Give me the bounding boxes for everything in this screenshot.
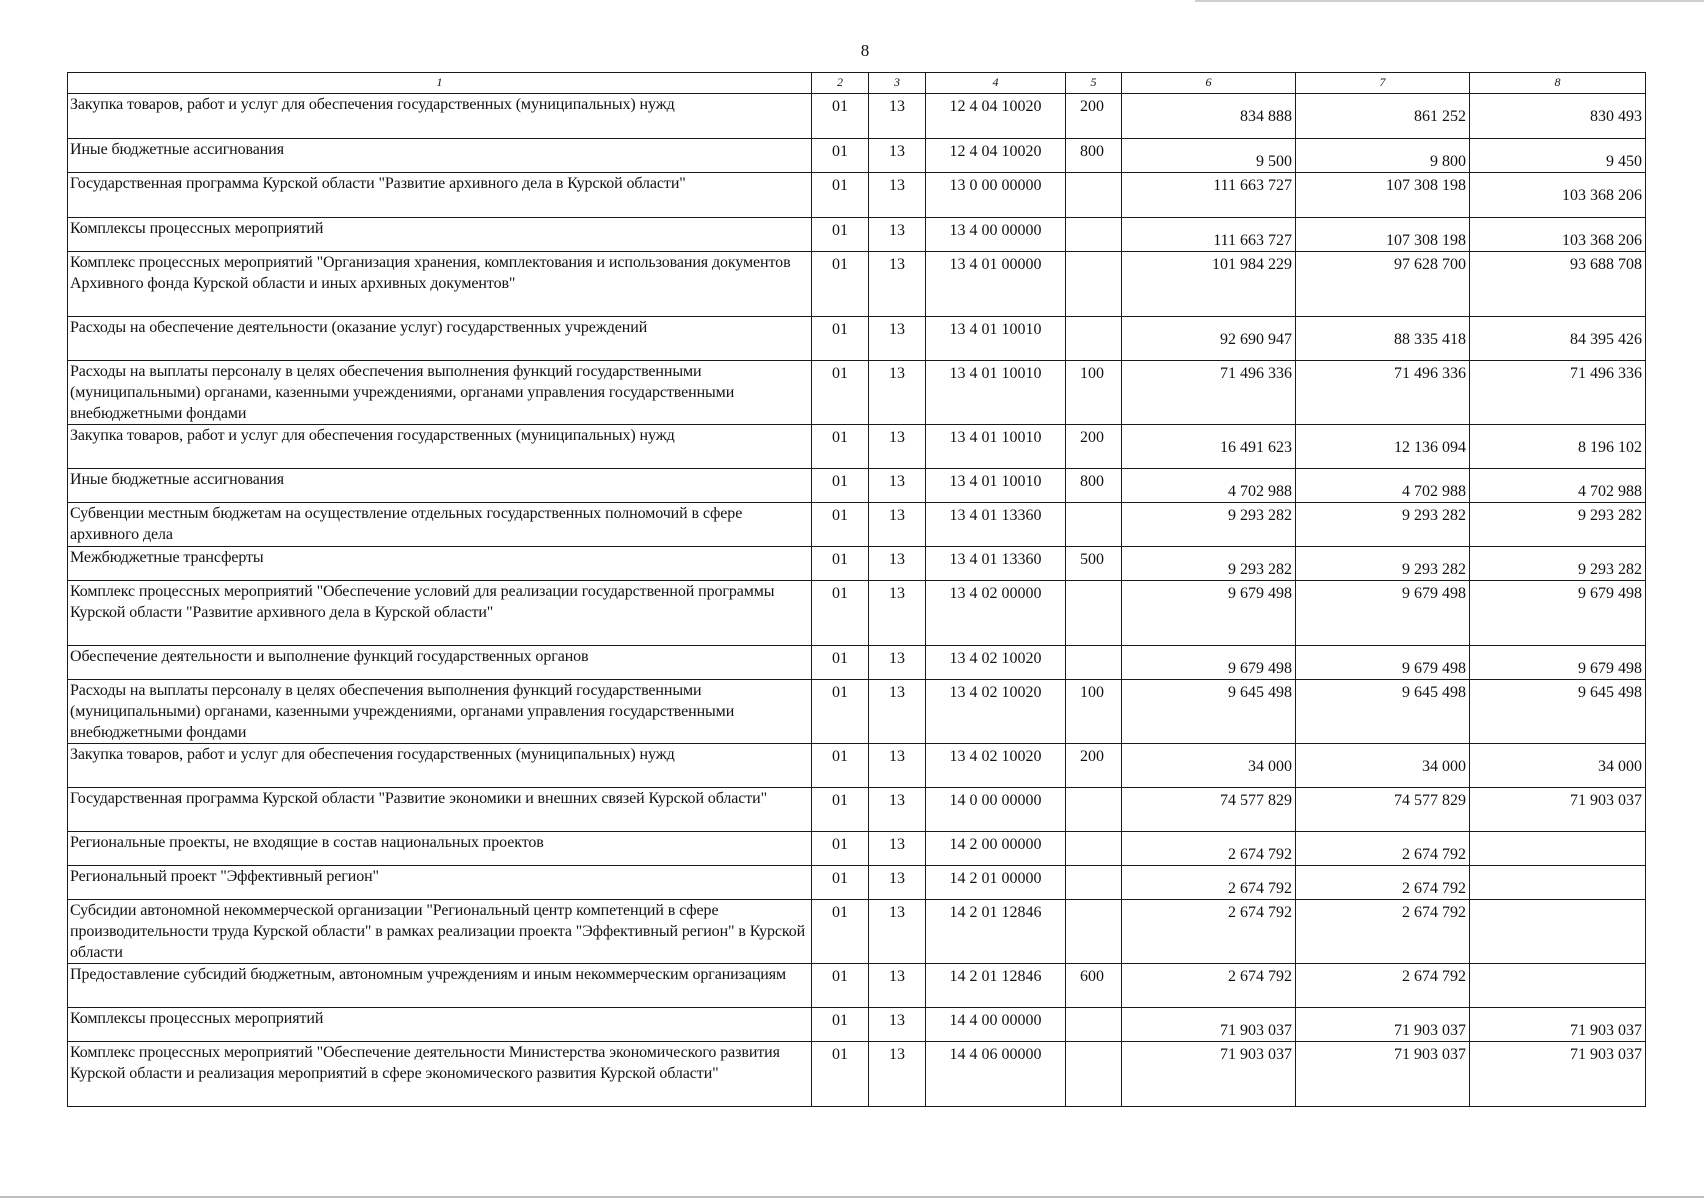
target-article-cell: 14 4 06 00000 bbox=[926, 1042, 1066, 1107]
scan-edge-bottom bbox=[0, 1196, 1704, 1198]
amount-col8-cell: 71 496 336 bbox=[1470, 361, 1646, 425]
table-row bbox=[68, 680, 1646, 744]
row-name-cell: Комплекс процессных мероприятий "Организация хранения, комплектования и использования документов Архивного фонда Курской области и иных архивных документов" bbox=[68, 252, 812, 317]
section-code-cell: 01 bbox=[812, 94, 869, 139]
column-header: 3 bbox=[869, 73, 926, 94]
row-name-cell: Расходы на обеспечение деятельности (оказание услуг) государственных учреждений bbox=[68, 317, 812, 361]
scan-edge-top bbox=[1195, 0, 1704, 2]
table-row bbox=[68, 469, 1646, 503]
subsection-code-cell: 13 bbox=[869, 218, 926, 252]
subsection-code-cell: 13 bbox=[869, 581, 926, 646]
expense-type-cell bbox=[1066, 218, 1122, 252]
table-row bbox=[68, 581, 1646, 646]
column-header: 6 bbox=[1122, 73, 1296, 94]
amount-col8-cell: 71 903 037 bbox=[1470, 1008, 1646, 1042]
amount-col7-cell: 4 702 988 bbox=[1296, 469, 1470, 503]
row-name-cell: Межбюджетные трансферты bbox=[68, 547, 812, 581]
subsection-code-cell: 13 bbox=[869, 866, 926, 900]
amount-col6-cell: 71 496 336 bbox=[1122, 361, 1296, 425]
expense-type-cell: 800 bbox=[1066, 469, 1122, 503]
expense-type-cell bbox=[1066, 317, 1122, 361]
table-row bbox=[68, 964, 1646, 1008]
amount-col8-cell bbox=[1470, 866, 1646, 900]
row-name-cell: Комплекс процессных мероприятий "Обеспечение условий для реализации государственной программы Курской области "Развитие архивного дела в Курской области" bbox=[68, 581, 812, 646]
table-row bbox=[68, 900, 1646, 964]
section-code-cell: 01 bbox=[812, 1008, 869, 1042]
section-code-cell: 01 bbox=[812, 964, 869, 1008]
subsection-code-cell: 13 bbox=[869, 788, 926, 832]
amount-col6-cell: 4 702 988 bbox=[1122, 469, 1296, 503]
budget-table bbox=[67, 72, 1646, 1107]
page-number: 8 bbox=[860, 41, 870, 60]
amount-col8-cell: 830 493 bbox=[1470, 94, 1646, 139]
amount-col7-cell: 71 903 037 bbox=[1296, 1042, 1470, 1107]
table-row bbox=[68, 425, 1646, 469]
table-row bbox=[68, 252, 1646, 317]
expense-type-cell: 200 bbox=[1066, 94, 1122, 139]
section-code-cell: 01 bbox=[812, 469, 869, 503]
target-article-cell: 14 2 01 12846 bbox=[926, 900, 1066, 964]
amount-col8-cell: 103 368 206 bbox=[1470, 218, 1646, 252]
amount-col8-cell: 71 903 037 bbox=[1470, 1042, 1646, 1107]
amount-col7-cell: 2 674 792 bbox=[1296, 866, 1470, 900]
target-article-cell: 13 4 01 10010 bbox=[926, 317, 1066, 361]
row-name-cell: Государственная программа Курской области "Развитие архивного дела в Курской области" bbox=[68, 173, 812, 218]
amount-col7-cell: 74 577 829 bbox=[1296, 788, 1470, 832]
subsection-code-cell: 13 bbox=[869, 547, 926, 581]
amount-col6-cell: 834 888 bbox=[1122, 94, 1296, 139]
expense-type-cell: 100 bbox=[1066, 680, 1122, 744]
amount-col6-cell: 101 984 229 bbox=[1122, 252, 1296, 317]
amount-col8-cell: 8 196 102 bbox=[1470, 425, 1646, 469]
row-name-cell: Расходы на выплаты персоналу в целях обеспечения выполнения функций государственными (муниципальными) органами, казенными учреждениями, органами управления государственными внебюджетными фондами bbox=[68, 361, 812, 425]
section-code-cell: 01 bbox=[812, 832, 869, 866]
subsection-code-cell: 13 bbox=[869, 744, 926, 788]
expense-type-cell: 600 bbox=[1066, 964, 1122, 1008]
amount-col6-cell: 2 674 792 bbox=[1122, 900, 1296, 964]
target-article-cell: 13 4 01 13360 bbox=[926, 503, 1066, 547]
amount-col7-cell: 9 800 bbox=[1296, 139, 1470, 173]
amount-col7-cell: 107 308 198 bbox=[1296, 173, 1470, 218]
row-name-cell: Закупка товаров, работ и услуг для обеспечения государственных (муниципальных) нужд bbox=[68, 94, 812, 139]
section-code-cell: 01 bbox=[812, 425, 869, 469]
amount-col6-cell: 2 674 792 bbox=[1122, 866, 1296, 900]
target-article-cell: 13 4 02 10020 bbox=[926, 646, 1066, 680]
row-name-cell: Предоставление субсидий бюджетным, автономным учреждениям и иным некоммерческим организациям bbox=[68, 964, 812, 1008]
subsection-code-cell: 13 bbox=[869, 469, 926, 503]
amount-col8-cell: 93 688 708 bbox=[1470, 252, 1646, 317]
row-name-cell: Иные бюджетные ассигнования bbox=[68, 469, 812, 503]
amount-col7-cell: 71 903 037 bbox=[1296, 1008, 1470, 1042]
table-row bbox=[68, 1042, 1646, 1107]
target-article-cell: 13 4 01 00000 bbox=[926, 252, 1066, 317]
subsection-code-cell: 13 bbox=[869, 832, 926, 866]
amount-col7-cell: 12 136 094 bbox=[1296, 425, 1470, 469]
amount-col7-cell: 34 000 bbox=[1296, 744, 1470, 788]
expense-type-cell bbox=[1066, 900, 1122, 964]
amount-col7-cell: 9 293 282 bbox=[1296, 547, 1470, 581]
section-code-cell: 01 bbox=[812, 788, 869, 832]
amount-col6-cell: 9 679 498 bbox=[1122, 581, 1296, 646]
amount-col8-cell: 4 702 988 bbox=[1470, 469, 1646, 503]
amount-col7-cell: 2 674 792 bbox=[1296, 900, 1470, 964]
expense-type-cell bbox=[1066, 646, 1122, 680]
amount-col6-cell: 16 491 623 bbox=[1122, 425, 1296, 469]
amount-col7-cell: 2 674 792 bbox=[1296, 964, 1470, 1008]
row-name-cell: Расходы на выплаты персоналу в целях обеспечения выполнения функций государственными (муниципальными) органами, казенными учреждениями, органами управления государственными внебюджетными фондами bbox=[68, 680, 812, 744]
section-code-cell: 01 bbox=[812, 1042, 869, 1107]
column-header: 2 bbox=[812, 73, 869, 94]
expense-type-cell bbox=[1066, 173, 1122, 218]
expense-type-cell: 800 bbox=[1066, 139, 1122, 173]
amount-col6-cell: 9 645 498 bbox=[1122, 680, 1296, 744]
section-code-cell: 01 bbox=[812, 252, 869, 317]
table-row bbox=[68, 744, 1646, 788]
column-header: 1 bbox=[68, 73, 812, 94]
amount-col8-cell bbox=[1470, 900, 1646, 964]
amount-col7-cell: 107 308 198 bbox=[1296, 218, 1470, 252]
section-code-cell: 01 bbox=[812, 317, 869, 361]
section-code-cell: 01 bbox=[812, 547, 869, 581]
amount-col8-cell bbox=[1470, 832, 1646, 866]
amount-col7-cell: 861 252 bbox=[1296, 94, 1470, 139]
amount-col8-cell: 9 645 498 bbox=[1470, 680, 1646, 744]
subsection-code-cell: 13 bbox=[869, 425, 926, 469]
amount-col8-cell: 9 679 498 bbox=[1470, 581, 1646, 646]
subsection-code-cell: 13 bbox=[869, 94, 926, 139]
subsection-code-cell: 13 bbox=[869, 1008, 926, 1042]
target-article-cell: 12 4 04 10020 bbox=[926, 139, 1066, 173]
target-article-cell: 14 2 00 00000 bbox=[926, 832, 1066, 866]
amount-col7-cell: 2 674 792 bbox=[1296, 832, 1470, 866]
section-code-cell: 01 bbox=[812, 503, 869, 547]
amount-col6-cell: 9 679 498 bbox=[1122, 646, 1296, 680]
subsection-code-cell: 13 bbox=[869, 646, 926, 680]
table-row bbox=[68, 788, 1646, 832]
row-name-cell: Субвенции местным бюджетам на осуществление отдельных государственных полномочий в сфере архивного дела bbox=[68, 503, 812, 547]
target-article-cell: 12 4 04 10020 bbox=[926, 94, 1066, 139]
amount-col6-cell: 9 500 bbox=[1122, 139, 1296, 173]
table-body bbox=[68, 94, 1646, 1107]
section-code-cell: 01 bbox=[812, 139, 869, 173]
expense-type-cell bbox=[1066, 866, 1122, 900]
amount-col8-cell: 34 000 bbox=[1470, 744, 1646, 788]
column-header: 5 bbox=[1066, 73, 1122, 94]
subsection-code-cell: 13 bbox=[869, 173, 926, 218]
amount-col6-cell: 34 000 bbox=[1122, 744, 1296, 788]
row-name-cell: Обеспечение деятельности и выполнение функций государственных органов bbox=[68, 646, 812, 680]
target-article-cell: 13 4 02 00000 bbox=[926, 581, 1066, 646]
amount-col7-cell: 9 645 498 bbox=[1296, 680, 1470, 744]
amount-col6-cell: 111 663 727 bbox=[1122, 218, 1296, 252]
column-header: 8 bbox=[1470, 73, 1646, 94]
amount-col8-cell: 71 903 037 bbox=[1470, 788, 1646, 832]
amount-col6-cell: 2 674 792 bbox=[1122, 964, 1296, 1008]
amount-col6-cell: 71 903 037 bbox=[1122, 1008, 1296, 1042]
subsection-code-cell: 13 bbox=[869, 1042, 926, 1107]
amount-col7-cell: 88 335 418 bbox=[1296, 317, 1470, 361]
target-article-cell: 13 4 01 13360 bbox=[926, 547, 1066, 581]
expense-type-cell bbox=[1066, 1042, 1122, 1107]
target-article-cell: 14 0 00 00000 bbox=[926, 788, 1066, 832]
target-article-cell: 13 4 01 10010 bbox=[926, 469, 1066, 503]
expense-type-cell bbox=[1066, 581, 1122, 646]
column-header: 4 bbox=[926, 73, 1066, 94]
section-code-cell: 01 bbox=[812, 866, 869, 900]
column-header: 7 bbox=[1296, 73, 1470, 94]
section-code-cell: 01 bbox=[812, 361, 869, 425]
expense-type-cell: 200 bbox=[1066, 425, 1122, 469]
expense-type-cell bbox=[1066, 788, 1122, 832]
section-code-cell: 01 bbox=[812, 581, 869, 646]
table-row bbox=[68, 139, 1646, 173]
amount-col6-cell: 92 690 947 bbox=[1122, 317, 1296, 361]
amount-col6-cell: 9 293 282 bbox=[1122, 547, 1296, 581]
expense-type-cell: 200 bbox=[1066, 744, 1122, 788]
target-article-cell: 13 4 01 10010 bbox=[926, 361, 1066, 425]
row-name-cell: Иные бюджетные ассигнования bbox=[68, 139, 812, 173]
section-code-cell: 01 bbox=[812, 900, 869, 964]
target-article-cell: 14 2 01 00000 bbox=[926, 866, 1066, 900]
amount-col6-cell: 9 293 282 bbox=[1122, 503, 1296, 547]
row-name-cell: Закупка товаров, работ и услуг для обеспечения государственных (муниципальных) нужд bbox=[68, 744, 812, 788]
amount-col7-cell: 9 293 282 bbox=[1296, 503, 1470, 547]
row-name-cell: Комплексы процессных мероприятий bbox=[68, 218, 812, 252]
table-row bbox=[68, 94, 1646, 139]
amount-col7-cell: 9 679 498 bbox=[1296, 581, 1470, 646]
header-row bbox=[68, 73, 1646, 94]
target-article-cell: 13 4 00 00000 bbox=[926, 218, 1066, 252]
row-name-cell: Закупка товаров, работ и услуг для обеспечения государственных (муниципальных) нужд bbox=[68, 425, 812, 469]
section-code-cell: 01 bbox=[812, 680, 869, 744]
expense-type-cell bbox=[1066, 832, 1122, 866]
amount-col7-cell: 9 679 498 bbox=[1296, 646, 1470, 680]
target-article-cell: 14 4 00 00000 bbox=[926, 1008, 1066, 1042]
expense-type-cell bbox=[1066, 252, 1122, 317]
target-article-cell: 13 4 02 10020 bbox=[926, 744, 1066, 788]
subsection-code-cell: 13 bbox=[869, 361, 926, 425]
subsection-code-cell: 13 bbox=[869, 900, 926, 964]
target-article-cell: 13 4 02 10020 bbox=[926, 680, 1066, 744]
row-name-cell: Региональный проект "Эффективный регион" bbox=[68, 866, 812, 900]
target-article-cell: 13 0 00 00000 bbox=[926, 173, 1066, 218]
expense-type-cell bbox=[1066, 503, 1122, 547]
section-code-cell: 01 bbox=[812, 646, 869, 680]
amount-col8-cell: 9 450 bbox=[1470, 139, 1646, 173]
subsection-code-cell: 13 bbox=[869, 139, 926, 173]
table-row bbox=[68, 866, 1646, 900]
subsection-code-cell: 13 bbox=[869, 680, 926, 744]
subsection-code-cell: 13 bbox=[869, 964, 926, 1008]
expense-type-cell: 100 bbox=[1066, 361, 1122, 425]
table-row bbox=[68, 547, 1646, 581]
table-row bbox=[68, 646, 1646, 680]
amount-col7-cell: 97 628 700 bbox=[1296, 252, 1470, 317]
amount-col8-cell: 9 293 282 bbox=[1470, 503, 1646, 547]
amount-col8-cell bbox=[1470, 964, 1646, 1008]
subsection-code-cell: 13 bbox=[869, 503, 926, 547]
section-code-cell: 01 bbox=[812, 173, 869, 218]
table-row bbox=[68, 503, 1646, 547]
amount-col6-cell: 74 577 829 bbox=[1122, 788, 1296, 832]
table-row bbox=[68, 832, 1646, 866]
table-row bbox=[68, 218, 1646, 252]
expense-type-cell bbox=[1066, 1008, 1122, 1042]
row-name-cell: Комплекс процессных мероприятий "Обеспечение деятельности Министерства экономического развития Курской области и реализация мероприятий в сфере экономического развития Курской области" bbox=[68, 1042, 812, 1107]
amount-col8-cell: 9 679 498 bbox=[1470, 646, 1646, 680]
target-article-cell: 14 2 01 12846 bbox=[926, 964, 1066, 1008]
row-name-cell: Государственная программа Курской области "Развитие экономики и внешних связей Курской области" bbox=[68, 788, 812, 832]
amount-col8-cell: 103 368 206 bbox=[1470, 173, 1646, 218]
subsection-code-cell: 13 bbox=[869, 317, 926, 361]
table-row bbox=[68, 1008, 1646, 1042]
section-code-cell: 01 bbox=[812, 218, 869, 252]
subsection-code-cell: 13 bbox=[869, 252, 926, 317]
row-name-cell: Комплексы процессных мероприятий bbox=[68, 1008, 812, 1042]
row-name-cell: Региональные проекты, не входящие в состав национальных проектов bbox=[68, 832, 812, 866]
expense-type-cell: 500 bbox=[1066, 547, 1122, 581]
amount-col6-cell: 111 663 727 bbox=[1122, 173, 1296, 218]
amount-col8-cell: 84 395 426 bbox=[1470, 317, 1646, 361]
amount-col6-cell: 2 674 792 bbox=[1122, 832, 1296, 866]
row-name-cell: Субсидии автономной некоммерческой организации "Региональный центр компетенций в сфере производительности труда Курской области" в рамках реализации проекта "Эффективный регион" в Курской области bbox=[68, 900, 812, 964]
amount-col6-cell: 71 903 037 bbox=[1122, 1042, 1296, 1107]
section-code-cell: 01 bbox=[812, 744, 869, 788]
target-article-cell: 13 4 01 10010 bbox=[926, 425, 1066, 469]
amount-col8-cell: 9 293 282 bbox=[1470, 547, 1646, 581]
amount-col7-cell: 71 496 336 bbox=[1296, 361, 1470, 425]
table-row bbox=[68, 173, 1646, 218]
table-row bbox=[68, 317, 1646, 361]
table-row bbox=[68, 361, 1646, 425]
